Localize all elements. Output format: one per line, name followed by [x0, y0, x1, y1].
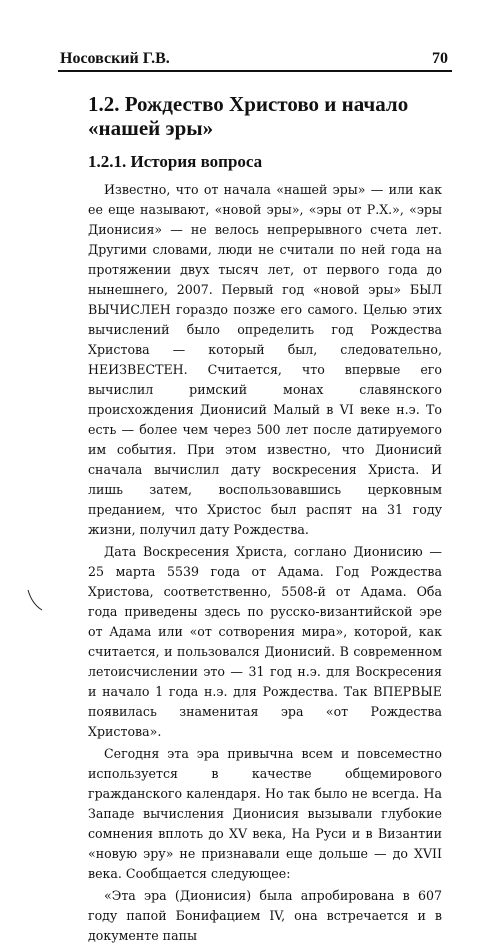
header-rule — [58, 70, 452, 72]
page-number: 70 — [432, 50, 448, 67]
running-header — [60, 40, 448, 68]
paragraph: «Эта эра (Дионисия) была апробирована в 607 году папой Бонифацием IV, она встречается и в документе папы — [88, 888, 442, 943]
header-author: Носовский Г.В. — [60, 50, 170, 67]
paragraph: Сегодня эта эра привычна всем и повсеместно используется в качестве общемирового гражданского календаря. Но так было не всегда. На Западе вычисления Дионисия вызывали глубокие сомнения вплоть до XV века, На Руси и в Византии «новую эру» не признавали еще дольше — до XVII века. Сообщается следующее: — [88, 746, 442, 881]
paragraph: Дата Воскресения Христа, соглано Дионисию — 25 марта 5539 года от Адама. Год Рождества Христова, соответственно, 5508-й от Адама. Оба года приведены здесь по русско-византийской эре от Адама или «от сотворения мира», которой, как считается, и пользовался Дионисий. В современном летоисчислении это — 31 год н.э. для Воскресения и начало 1 года н.э. для Рождества. Так ВПЕРВЫЕ появилась знаменитая эра «от Рождества Христова». — [88, 544, 442, 739]
section-title: 1.2. Рождество Христово и начало «нашей эры» — [88, 92, 409, 140]
body-text — [88, 180, 442, 948]
pencil-mark-icon — [26, 588, 44, 612]
paragraph: Известно, что от начала «нашей эры» — или как ее еще называют, «новой эры», «эры от Р.Х.», «эры Дионисия» — не велось непрерывного счета лет. Другими словами, люди не считали по ней года на протяжении двух тысяч лет, от первого года до нынешнего, 2007. Первый год «новой эры» БЫЛ ВЫЧИСЛЕН гораздо позже его самого. Целью этих вычислений было определить год Рождества Христова — который был, следовательно, НЕИЗВЕСТЕН. Считается, что впервые его вычислил римский монах славянского происхождения Дионисий Малый в VI веке н.э. То есть — более чем через 500 лет после датируемого им события. При этом известно, что Дионисий сначала вычислил дату воскресения Христа. И лишь затем, воспользовавшись церковным преданием, что Христос был распят на 31 году жизни, получил дату Рождества. — [88, 182, 442, 537]
subsection-title: 1.2.1. История вопроса — [88, 152, 263, 171]
